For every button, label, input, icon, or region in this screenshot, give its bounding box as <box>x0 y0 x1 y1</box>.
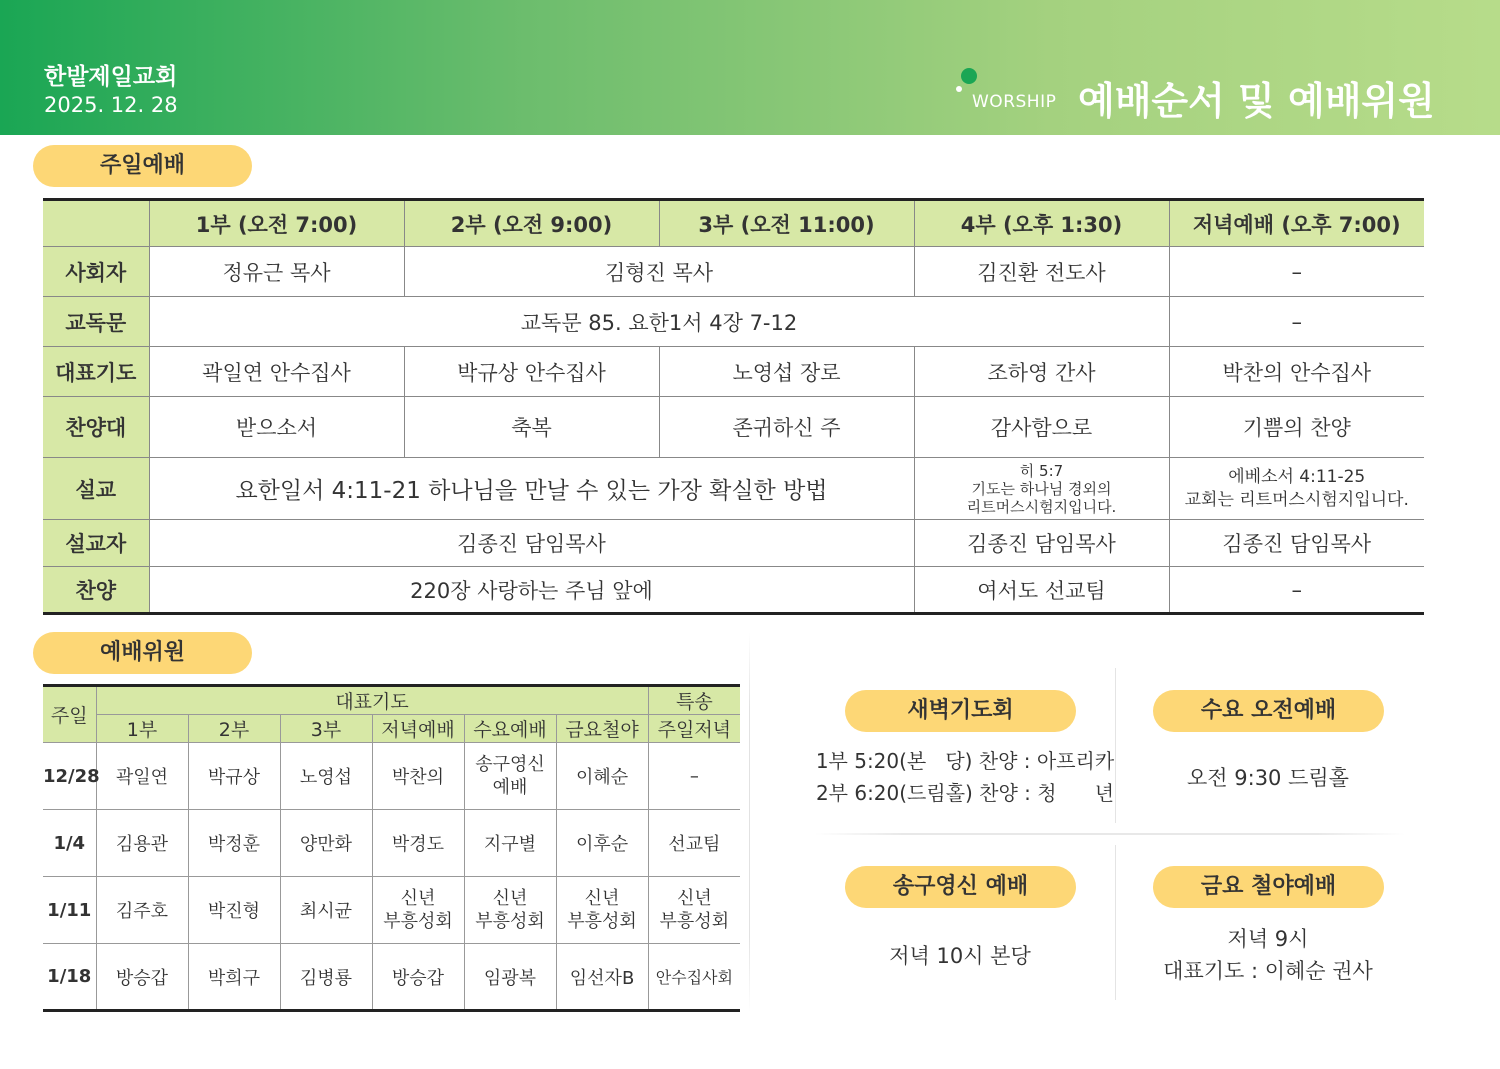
table-cell: 노영섭 장로 <box>659 347 914 397</box>
church-name: 한밭제일교회 <box>44 64 178 90</box>
table-cell: 박정훈 <box>188 810 280 877</box>
row-header: 찬양대 <box>43 397 149 458</box>
table-cell: 기쁨의 찬양 <box>1169 397 1424 458</box>
table-cell: 김종진 담임목사 <box>1169 520 1424 567</box>
cell-line: 신년 <box>584 888 620 909</box>
column-header: 대표기도 <box>96 686 648 715</box>
table-cell: 정유근 목사 <box>149 247 404 297</box>
table-cell: 방승갑 <box>96 944 188 1011</box>
table-cell: 선교팀 <box>648 810 740 877</box>
row-header: 대표기도 <box>43 347 149 397</box>
table-row <box>43 567 1424 614</box>
table-cell: 곽일연 <box>96 743 188 810</box>
table-cell: 지구별 <box>464 810 556 877</box>
table-cell <box>372 877 464 944</box>
table-cell: – <box>648 743 740 810</box>
cell-line: 신년 <box>676 888 712 909</box>
cell-line: 부흥성회 <box>567 911 637 932</box>
column-header: 저녁예배 <box>372 715 464 743</box>
section-title: 예배순서 및 예배위원 <box>1078 79 1435 123</box>
table-cell <box>1169 458 1424 520</box>
section-divider <box>749 632 750 1012</box>
table-row <box>43 458 1424 520</box>
cell-line: 신년 <box>400 888 436 909</box>
sermon-title: 요한일서 4:11-21 하나님을 만날 수 있는 가장 확실한 방법 <box>149 458 914 520</box>
table-cell: 곽일연 안수집사 <box>149 347 404 397</box>
dot-icon <box>961 68 977 84</box>
table-row <box>43 397 1424 458</box>
new-year-service-info <box>815 940 1105 972</box>
friday-vigil-title: 금요 철야예배 <box>1153 866 1384 908</box>
table-cell: 양만화 <box>280 810 372 877</box>
table-cell <box>648 877 740 944</box>
column-header: 금요철야 <box>556 715 648 743</box>
table-cell: 교독문 85. 요한1서 4장 7-12 <box>149 297 1169 347</box>
section-divider <box>1115 668 1116 823</box>
table-cell: 임선자B <box>556 944 648 1011</box>
table-cell: 존귀하신 주 <box>659 397 914 458</box>
table-cell: 임광복 <box>464 944 556 1011</box>
table-cell: 감사함으로 <box>914 397 1169 458</box>
cell-line: 부흥성회 <box>383 911 453 932</box>
sermon-text-line: 기도는 하나님 경외의 <box>971 479 1112 498</box>
table-row <box>43 297 1424 347</box>
info-line: 1부 5:20(본 당) 찬양 : 아프리카 <box>815 749 1115 773</box>
table-cell: 이혜순 <box>556 743 648 810</box>
column-header: 2부 <box>188 715 280 743</box>
table-row <box>43 347 1424 397</box>
table-cell: 박규상 <box>188 743 280 810</box>
table-cell: 조하영 간사 <box>914 347 1169 397</box>
header-banner <box>0 0 1500 135</box>
table-cell: 노영섭 <box>280 743 372 810</box>
column-header: 3부 <box>280 715 372 743</box>
column-header: 3부 (오전 11:00) <box>659 200 914 247</box>
committee-table <box>43 684 740 1012</box>
column-header: 저녁예배 (오후 7:00) <box>1169 200 1424 247</box>
table-cell: 김주호 <box>96 877 188 944</box>
table-cell: – <box>1169 567 1424 614</box>
committee-title: 예배위원 <box>33 632 252 674</box>
sermon-text-line: 리트머스시험지입니다. <box>966 497 1117 516</box>
dot-icon <box>956 86 962 92</box>
section-divider <box>1115 845 1116 1000</box>
new-year-service-title: 송구영신 예배 <box>845 866 1076 908</box>
cell-line: 부흥성회 <box>659 911 730 932</box>
cell-line: 송구영신 <box>475 754 545 775</box>
table-cell: 이후순 <box>556 810 648 877</box>
table-row <box>43 877 740 944</box>
wednesday-morning-info <box>1120 762 1416 794</box>
bulletin-date: 2025. 12. 28 <box>44 93 178 117</box>
date-cell: 1/4 <box>43 810 96 877</box>
table-cell: 박규상 안수집사 <box>404 347 659 397</box>
row-header: 사회자 <box>43 247 149 297</box>
date-cell: 1/18 <box>43 944 96 1011</box>
section-label-en: WORSHIP <box>972 92 1057 112</box>
column-header: 1부 (오전 7:00) <box>149 200 404 247</box>
row-header: 설교자 <box>43 520 149 567</box>
table-cell: 박경도 <box>372 810 464 877</box>
corner-cell <box>43 200 149 247</box>
sunday-worship-title: 주일예배 <box>33 145 252 187</box>
date-cell: 1/11 <box>43 877 96 944</box>
table-cell: 박찬의 안수집사 <box>1169 347 1424 397</box>
column-header: 수요예배 <box>464 715 556 743</box>
table-cell: 김용관 <box>96 810 188 877</box>
info-line: 대표기도 : 이혜순 권사 <box>1163 959 1373 983</box>
table-cell: 받으소서 <box>149 397 404 458</box>
table-cell: 박희구 <box>188 944 280 1011</box>
table-row <box>43 247 1424 297</box>
sermon-text-line: 교회는 리트머스시험지입니다. <box>1184 489 1409 510</box>
cell-line: 부흥성회 <box>475 911 545 932</box>
info-line: 오전 9:30 드림홀 <box>1187 766 1349 790</box>
column-header: 2부 (오전 9:00) <box>404 200 659 247</box>
table-cell: 박진형 <box>188 877 280 944</box>
date-cell: 12/28 <box>43 743 96 810</box>
table-header-row <box>43 715 740 743</box>
column-header: 4부 (오후 1:30) <box>914 200 1169 247</box>
wednesday-morning-title: 수요 오전예배 <box>1153 690 1384 732</box>
friday-vigil-info <box>1120 923 1416 987</box>
sermon-text-line: 에베소서 4:11-25 <box>1228 466 1366 487</box>
sermon-text-line: 히 5:7 <box>1019 461 1064 480</box>
table-cell: 김종진 담임목사 <box>149 520 914 567</box>
table-cell: 김진환 전도사 <box>914 247 1169 297</box>
table-cell: 박찬의 <box>372 743 464 810</box>
table-header-row <box>43 686 740 715</box>
table-row <box>43 520 1424 567</box>
table-cell: – <box>1169 297 1424 347</box>
info-line: 저녁 10시 본당 <box>889 944 1031 968</box>
table-cell: 220장 사랑하는 주님 앞에 <box>149 567 914 614</box>
table-cell: 김병룡 <box>280 944 372 1011</box>
table-cell <box>464 877 556 944</box>
table-cell <box>556 877 648 944</box>
column-header: 특송 <box>648 686 740 715</box>
table-cell: 김종진 담임목사 <box>914 520 1169 567</box>
table-cell: 안수집사회 <box>648 944 740 1011</box>
row-header: 설교 <box>43 458 149 520</box>
column-header: 1부 <box>96 715 188 743</box>
table-cell: 축복 <box>404 397 659 458</box>
row-header: 찬양 <box>43 567 149 614</box>
table-cell <box>464 743 556 810</box>
cell-line: 예배 <box>492 777 528 798</box>
table-cell <box>914 458 1169 520</box>
info-line: 2부 6:20(드림홀) 찬양 : 청 년 <box>815 781 1115 805</box>
table-cell: 방승갑 <box>372 944 464 1011</box>
dawn-prayer-title: 새벽기도회 <box>845 690 1076 732</box>
table-cell: 최시균 <box>280 877 372 944</box>
info-line: 저녁 9시 <box>1227 927 1309 951</box>
table-header-row <box>43 200 1424 247</box>
table-cell: – <box>1169 247 1424 297</box>
column-header: 주일 <box>43 686 96 743</box>
column-header: 주일저녁 <box>648 715 740 743</box>
table-row <box>43 743 740 810</box>
row-header: 교독문 <box>43 297 149 347</box>
table-cell: 김형진 목사 <box>404 247 914 297</box>
table-cell: 여서도 선교팀 <box>914 567 1169 614</box>
table-row <box>43 810 740 877</box>
table-row <box>43 944 740 1011</box>
section-divider <box>815 833 1405 835</box>
dawn-prayer-info <box>815 745 1115 809</box>
sunday-worship-table <box>43 198 1424 615</box>
cell-line: 신년 <box>492 888 528 909</box>
